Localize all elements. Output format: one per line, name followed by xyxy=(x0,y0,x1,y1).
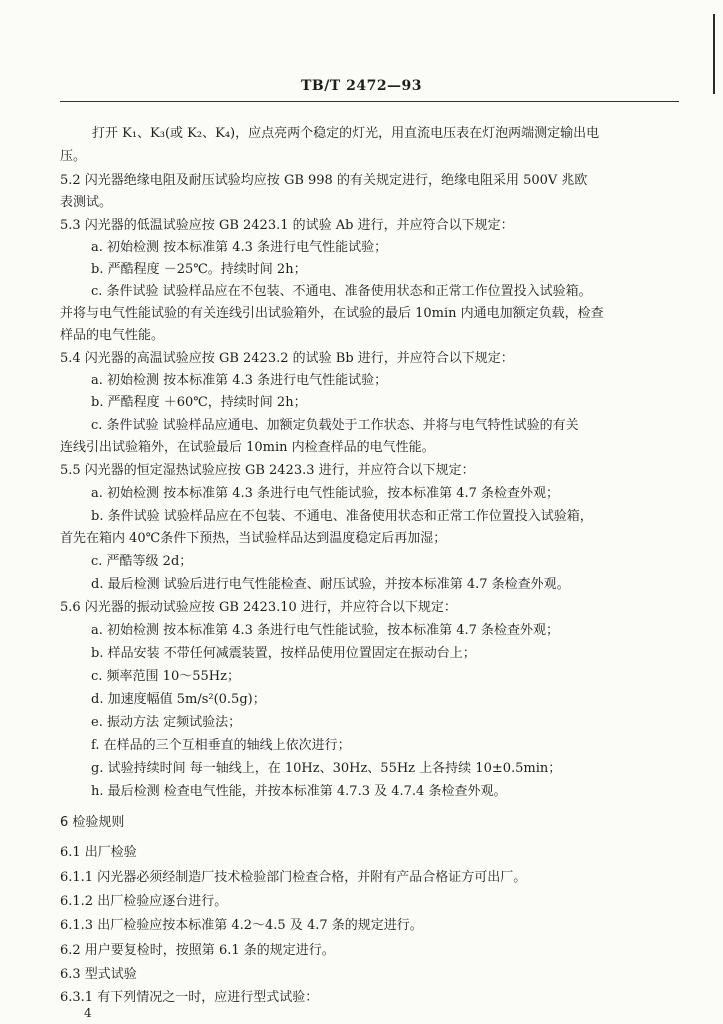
list-item: c. 条件试验 试验样品应在不包装、不通电、准备使用状态和正常工作位置投入试验箱。 xyxy=(91,284,592,299)
list-item: e. 振动方法 定频试验法； xyxy=(91,715,242,730)
list-item: d. 加速度幅值 5m/s²(0.5g)； xyxy=(91,692,266,707)
text-line: 样品的电气性能。 xyxy=(60,328,165,343)
clause-6-1-2: 6.1.2 出厂检验应逐台进行。 xyxy=(60,894,228,909)
list-item: a. 初始检测 按本标准第 4.3 条进行电气性能试验； xyxy=(91,373,388,388)
page-number: 4 xyxy=(84,1006,92,1020)
page-header: TB/T 2472—93 xyxy=(300,78,423,94)
text-line: 连线引出试验箱外，在试验最后 10min 内检查样品的电气性能。 xyxy=(60,440,435,455)
list-item: c. 频率范围 10～55Hz； xyxy=(91,669,240,684)
list-item: d. 最后检测 试验后进行电气性能检查、耐压试验，并按本标准第 4.7 条检查外观。 xyxy=(91,577,570,592)
clause-5-5: 5.5 闪光器的恒定湿热试验应按 GB 2423.3 进行，并应符合以下规定： xyxy=(60,463,475,478)
list-item: c. 条件试验 试验样品应通电、加额定负载处于工作状态、并将与电气特性试验的有关 xyxy=(91,418,579,433)
clause-6-3: 6.3 型式试验 xyxy=(60,967,137,982)
text-line: 并将与电气性能试验的有关连线引出试验箱外，在试验的最后 10min 内通电加额定负载，检查 xyxy=(60,306,604,321)
clause-5-3: 5.3 闪光器的低温试验应按 GB 2423.1 的试验 Ab 进行，并应符合以下规定： xyxy=(60,218,514,233)
list-item: c. 严酷等级 2d； xyxy=(91,554,193,569)
clause-6-1: 6.1 出厂检验 xyxy=(60,845,137,860)
text-line: 首先在箱内 40℃条件下预热，当试验样品达到温度稳定后再加湿； xyxy=(60,531,447,546)
clause-6-1-3: 6.1.3 出厂检验应按本标准第 4.2～4.5 及 4.7 条的规定进行。 xyxy=(60,918,423,933)
text-line: 压。 xyxy=(60,149,87,164)
clause-6-2: 6.2 用户要复检时，按照第 6.1 条的规定进行。 xyxy=(60,943,335,958)
list-item: h. 最后检测 检查电气性能，并按本标准第 4.7.3 及 4.7.4 条检查外观。 xyxy=(91,784,507,799)
text-line: 表测试。 xyxy=(60,195,113,210)
text-line: 打开 K₁、K₃(或 K₂、K₄)，应点亮两个稳定的灯光，用直流电压表在灯泡两端测定输出电 xyxy=(92,126,600,141)
list-item: a. 初始检测 按本标准第 4.3 条进行电气性能试验，按本标准第 4.7 条检查外观； xyxy=(91,623,560,638)
clause-6-3-1: 6.3.1 有下列情况之一时，应进行型式试验： xyxy=(60,990,319,1005)
list-item: b. 严酷程度 －25℃。持续时间 2h； xyxy=(91,262,307,277)
header-rule xyxy=(60,101,679,102)
section-6-heading: 6 检验规则 xyxy=(60,815,125,830)
list-item: b. 条件试验 试验样品应在不包装、不通电、准备使用状态和正常工作位置投入试验箱， xyxy=(91,509,593,524)
clause-6-1-1: 6.1.1 闪光器必须经制造厂技术检验部门检查合格，并附有产品合格证方可出厂。 xyxy=(60,870,527,885)
list-item: g. 试验持续时间 每一轴线上，在 10Hz、30Hz、55Hz 上各持续 10±0.5min； xyxy=(91,761,562,776)
clause-5-2: 5.2 闪光器绝缘电阻及耐压试验均应按 GB 998 的有关规定进行，绝缘电阻采用 500V 兆欧 xyxy=(60,173,588,188)
list-item: a. 初始检测 按本标准第 4.3 条进行电气性能试验； xyxy=(91,240,388,255)
list-item: a. 初始检测 按本标准第 4.3 条进行电气性能试验，按本标准第 4.7 条检查外观； xyxy=(91,486,560,501)
list-item: f. 在样品的三个互相垂直的轴线上依次进行； xyxy=(91,738,351,753)
clause-5-4: 5.4 闪光器的高温试验应按 GB 2423.2 的试验 Bb 进行，并应符合以下规定： xyxy=(60,351,514,366)
list-item: b. 样品安装 不带任何减震装置，按样品使用位置固定在振动台上； xyxy=(91,646,476,661)
clause-5-6: 5.6 闪光器的振动试验应按 GB 2423.10 进行，并应符合以下规定： xyxy=(60,600,457,615)
list-item: b. 严酷程度 ＋60℃，持续时间 2h； xyxy=(91,395,307,410)
